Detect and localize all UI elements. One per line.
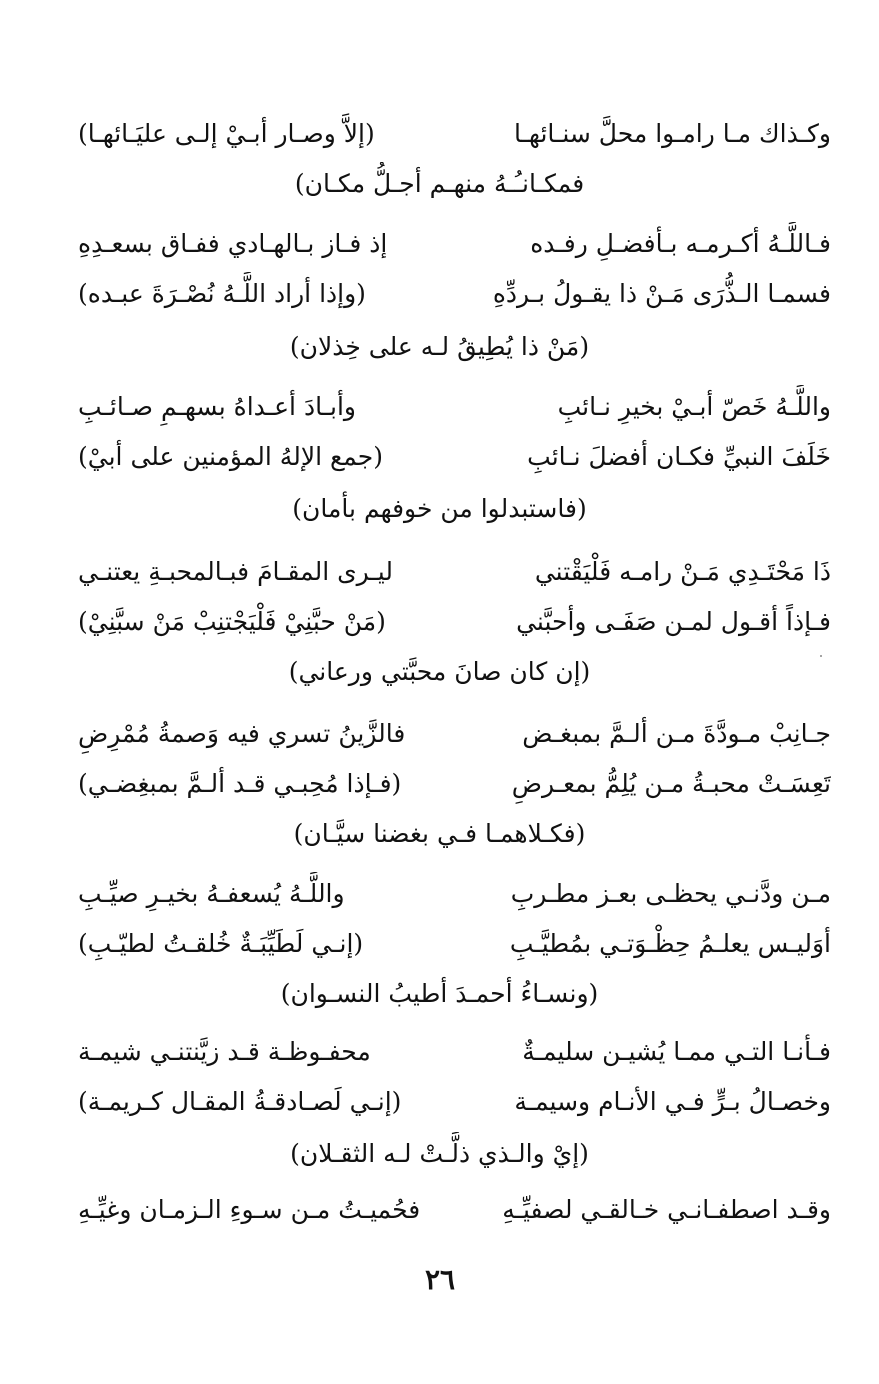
verse-left: (إلاَّ وصـار أبـيْ إلـى عليَـائهـا) bbox=[78, 119, 375, 148]
verse-left: فالزَّينُ تسري فيه وَصمةُ مُمْرِضِ bbox=[78, 719, 406, 748]
verse-right: جـانِبْ مـودَّةَ مـن ألـمَّ بمبغـض bbox=[522, 719, 831, 748]
verse-left: واللَّـهُ يُسعفـهُ بخيـرِ صيِّـبِ bbox=[78, 879, 345, 908]
verse-right: وكـذاك مـا رامـوا محلَّ سنـائهـا bbox=[513, 119, 831, 148]
verse-left: (إنـي لَصـادقـةُ المقـال كـريمـة) bbox=[78, 1087, 402, 1116]
verse-refrain: (إن كان صانَ محبَّتي ورعاني) bbox=[288, 657, 591, 686]
verse-right: وقـد اصطفـانـي خـالقـي لصفيِّـهِ bbox=[502, 1195, 831, 1224]
verse-right: خَلَفَ النبيِّ فكـان أفضلَ نـائبِ bbox=[527, 442, 831, 471]
verse-refrain: (ونسـاءُ أحمـدَ أطيبُ النسـوان) bbox=[280, 979, 599, 1008]
verse-left: إذ فـاز بـالهـادي ففـاق بسعـدِهِ bbox=[78, 229, 388, 258]
verse-right: مـن ودَّنـي يحظـى بعـز مطـربِ bbox=[510, 879, 831, 908]
page-number: ٢٦ bbox=[424, 1263, 456, 1296]
verse-left: ليـرى المقـامَ فبـالمحبـةِ يعتنـي bbox=[78, 557, 393, 586]
verse-right: أوَليـس يعلـمُ حِظْـوَتـي بمُطيَّـبِ bbox=[509, 929, 831, 958]
verse-refrain: (فكـلاهمـا فـي بغضنا سيَّـان) bbox=[293, 819, 586, 848]
verse-left: وأبـادَ أعـداهُ بسهـمِ صـائـبِ bbox=[78, 392, 356, 421]
verse-left: (جمع الإلهُ المؤمنين على أبيْ) bbox=[78, 442, 383, 471]
verse-refrain: (فاستبدلوا من خوفهم بأمان) bbox=[292, 494, 587, 523]
verse-right: فـأنـا التـي ممـا يُشيـن سليمـةٌ bbox=[522, 1037, 831, 1066]
verse-refrain: (مَنْ ذا يُطِيقُ لـه على خِذلان) bbox=[289, 332, 590, 361]
verse-right: فـاللَّـهُ أكـرمـه بـأفضـلِ رفـده bbox=[530, 229, 831, 258]
verse-right: تَعِسَـتْ محبـةُ مـن يُلِمُّ بمعـرضِ bbox=[511, 769, 831, 798]
verse-left: (وإذا أراد اللَّـهُ نُصْـرَةَ عبـده) bbox=[78, 279, 366, 308]
verse-right: ذَا مَحْتَـدِي مَـنْ رامـه فَلْيَقْتني bbox=[534, 557, 831, 586]
verse-left: (إنـي لَطَيِّبَـةٌ خُلقـتُ لطيّـبِ) bbox=[78, 929, 364, 958]
verse-left: (مَنْ حبَّنِيْ فَلْيَجْتنِبْ مَنْ سبَّنِيْ) bbox=[78, 607, 386, 636]
verse-right: واللَّـهُ خَصّ أبـيْ بخيرِ نـائبِ bbox=[557, 392, 831, 421]
verse-right: فسمـا الـذُّرَى مَـنْ ذا يقـولُ بـردِّهِ bbox=[492, 279, 831, 308]
verse-left: (فـإذا مُحِبـي قـد ألـمَّ بمبغِضـي) bbox=[78, 769, 402, 798]
verse-right: وخصـالُ بـرٍّ فـي الأنـام وسيمـة bbox=[514, 1087, 831, 1116]
verse-refrain: فمكـانـُـهُ منهـم أجـلُّ مكـان) bbox=[294, 169, 585, 198]
scan-speck bbox=[820, 655, 822, 657]
verse-refrain: (إيْ والـذي ذلَّـتْ لـه الثقـلان) bbox=[290, 1139, 589, 1168]
verse-left: فحُميـتُ مـن سـوءِ الـزمـان وغيِّـهِ bbox=[78, 1195, 421, 1224]
verse-right: فـإذاً أقـول لمـن صَفَـى وأحبَّني bbox=[516, 607, 831, 636]
verse-left: محفـوظـة قـد زيَّنتنـي شيمـة bbox=[78, 1037, 371, 1066]
